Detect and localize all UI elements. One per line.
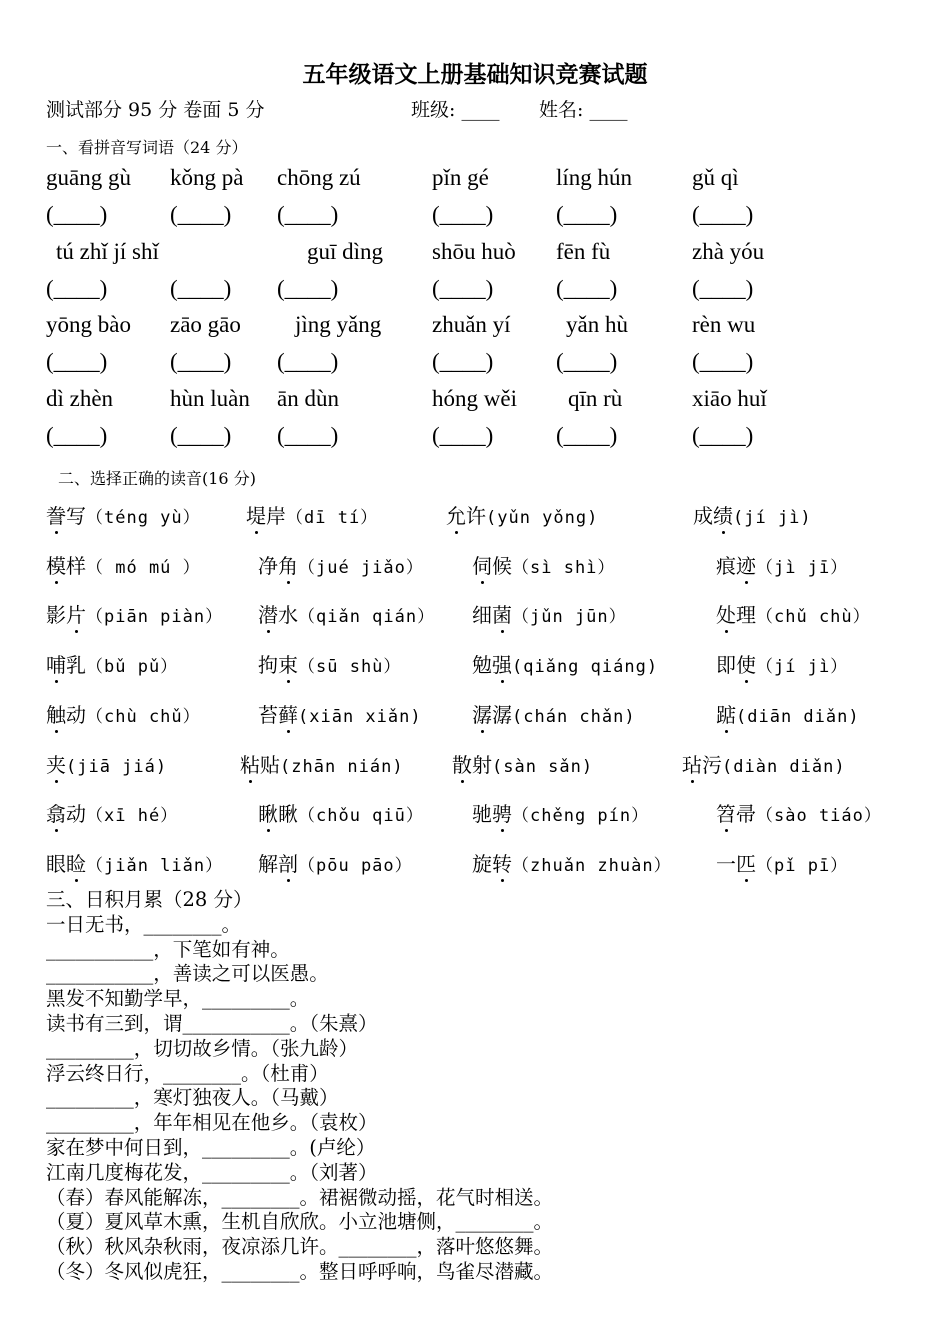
pinyin-options[interactable]: （ mó mú ） [86,557,201,578]
reading-item [716,848,848,877]
fill-in-line[interactable]: 一日无书，________。 [46,912,242,936]
pinyin-options[interactable]: (diàn diǎn) [722,756,846,777]
reading-item [46,749,167,778]
pinyin-options[interactable]: (chán chǎn) [512,706,636,727]
word-character: 旋 [472,851,492,876]
answer-blank[interactable]: (____) [46,275,108,301]
answer-blank[interactable]: (____) [692,202,754,227]
fill-in-line[interactable]: ___________，下笔如有神。 [46,937,290,961]
pinyin-options[interactable]: （chǔ chù） [756,607,871,628]
reading-item [716,649,848,678]
word-character: 苔 [258,702,278,727]
reading-item [472,649,658,678]
pinyin-options[interactable]: (xiān xiǎn) [298,706,422,727]
pinyin-options[interactable]: (qiǎng qiáng) [512,657,659,678]
section2-heading: 二、选择正确的读音(16 分) [58,469,256,488]
word-character: 写 [66,504,86,528]
answer-blank[interactable]: (____) [277,422,339,448]
reading-item [258,599,435,628]
pinyin-options[interactable]: （pǐ pī） [756,855,849,876]
reading-item [46,848,223,877]
word-character: 理 [736,603,756,628]
word-character: 样 [66,553,86,578]
pinyin-options[interactable]: (yǔn yǒng) [486,508,599,528]
reading-item [472,798,649,827]
dotted-character: 粘 [240,752,260,777]
pinyin-options[interactable]: （téng yù） [86,508,201,528]
word-character: 动 [66,802,86,827]
dotted-character: 堤 [246,504,266,528]
answer-blank[interactable]: (____) [432,275,494,301]
pinyin-options[interactable]: （chǒu qiū） [298,806,424,827]
answer-blank[interactable]: (____) [432,422,494,448]
fill-in-line[interactable]: 浮云终日行，________。（杜甫） [46,1061,329,1085]
pinyin-prompt: pǐn gé [432,165,489,190]
dotted-character: 骋 [492,802,512,827]
fill-in-line[interactable]: （冬）冬风似虎狂，________。整日呼呼响，鸟雀尽潜藏。 [46,1259,554,1283]
reading-item [472,848,672,877]
pinyin-prompt: zhà yóu [692,238,765,264]
page-title: 五年级语文上册基础知识竞赛试题 [302,62,648,88]
pinyin-prompt: hóng wěi [432,385,517,411]
pinyin-options[interactable]: (jí jì) [733,508,812,528]
dotted-character: 束 [278,653,298,678]
pinyin-prompt: gǔ qì [692,165,739,190]
section3 [46,888,553,1285]
pinyin-prompt: fēn fù [556,238,611,264]
reading-item [46,500,201,529]
dotted-character: 匹 [736,851,756,876]
pinyin-options[interactable]: (diān diǎn) [736,706,860,727]
dotted-character: 剖 [278,851,298,876]
word-character: 射 [472,752,492,777]
word-character: 即 [716,653,736,678]
answer-blank[interactable]: (____) [556,202,618,227]
word-character: 成 [693,504,713,528]
pinyin-options[interactable]: （jí jì） [756,657,849,678]
pinyin-options[interactable]: （jiǎn liǎn） [86,855,224,876]
dotted-character: 强 [492,653,512,678]
word-character: 贴 [260,752,280,777]
word-character: 眼 [46,851,66,876]
answer-blank[interactable]: (____) [170,422,232,448]
reading-item [472,599,627,628]
reading-item [240,749,404,778]
dotted-character: 模 [46,553,66,578]
answer-blank[interactable]: (____) [170,349,232,374]
word-character: 水 [278,603,298,628]
dotted-character: 笤 [716,802,736,827]
pinyin-prompt: guāng gù [46,165,131,190]
answer-blank[interactable]: (____) [432,202,494,227]
reading-item [452,749,593,778]
pinyin-prompt: yōng bào [46,312,131,337]
fill-in-line[interactable]: _________，切切故乡情。（张九龄） [46,1036,359,1060]
pinyin-options[interactable]: （jué jiǎo） [298,557,424,578]
section1-heading: 一、看拼音写词语（24 分） [46,138,248,157]
dotted-character: 转 [492,851,512,876]
pinyin-prompt: rèn wu [692,312,756,337]
word-character: 痕 [716,553,736,578]
pinyin-options[interactable]: （pōu pāo） [298,855,413,876]
section3-heading: 三、日积月累（28 分） [46,888,253,911]
pinyin-prompt: yǎn hù [566,312,628,337]
answer-blank[interactable]: (____) [692,422,754,448]
dotted-character: 誊 [46,504,66,528]
reading-item [472,550,615,579]
word-character: 瞅 [278,802,298,827]
pinyin-options[interactable]: (sàn sǎn) [492,756,594,777]
reading-item [258,798,424,827]
word-character: 乳 [66,653,86,678]
answer-blank[interactable]: (____) [556,422,618,448]
reading-item [716,599,871,628]
dotted-character: 伺 [472,553,492,578]
pinyin-prompt: dì zhèn [46,385,114,411]
pinyin-options[interactable]: （chěng pín） [512,806,650,827]
reading-item [46,699,201,728]
pinyin-prompt: chōng zú [277,165,361,190]
word-character: 许 [466,504,486,528]
pinyin-options[interactable]: （zhuǎn zhuàn） [512,855,672,876]
pinyin-options[interactable]: （jì jī） [756,557,849,578]
pinyin-prompt: guī dìng [307,238,384,264]
fill-in-line[interactable]: （春）春风能解冻，________。裙裾微动摇，花气时相送。 [46,1185,554,1209]
fill-in-line[interactable]: 读书有三到，谓___________。（朱熹） [46,1011,378,1035]
reading-item [258,848,413,877]
word-character: 污 [702,752,722,777]
pinyin-prompt: shōu huò [432,238,516,264]
word-character: 净 [258,553,278,578]
answer-blank[interactable]: (____) [46,202,108,227]
dotted-character: 睑 [66,851,86,876]
reading-item [46,649,178,678]
answer-blank[interactable]: (____) [46,422,108,448]
pinyin-prompt: qīn rù [568,385,623,411]
pinyin-prompt: xiāo huǐ [692,385,767,411]
reading-item [716,550,848,579]
dotted-character: 迹 [736,553,756,578]
pinyin-options[interactable]: （dī tí） [286,508,379,528]
dotted-character: 角 [278,553,298,578]
pinyin-options[interactable]: (jiā jiá) [66,756,168,777]
fill-in-line[interactable]: 江南几度梅花发，_________。（刘著） [46,1160,378,1184]
word-character: 一 [716,851,736,876]
word-character: 岸 [266,504,286,528]
dotted-character: 片 [66,603,86,628]
dotted-character: 使 [736,653,756,678]
pinyin-options[interactable]: （sào tiáo） [756,806,882,827]
dotted-character: 散 [452,752,472,777]
dotted-character: 翕 [46,802,66,827]
dotted-character: 允 [446,504,466,528]
pinyin-prompt: kǒng pà [170,165,244,190]
word-character: 潺 [492,702,512,727]
word-character: 解 [258,851,278,876]
word-character: 驰 [472,802,492,827]
dotted-character: 夹 [46,752,66,777]
reading-item [246,500,378,529]
fill-in-line[interactable]: 黑发不知勤学早，_________。 [46,987,310,1011]
answer-blank[interactable]: (____) [556,275,618,301]
dotted-character: 哺 [46,653,66,678]
answer-blank[interactable]: (____) [692,275,754,301]
pinyin-options[interactable]: （chù chǔ） [86,706,201,727]
class-field[interactable]: 班级: ____ [411,99,500,121]
answer-blank[interactable]: (____) [556,349,618,374]
pinyin-options[interactable]: （sì shì） [512,557,616,578]
fill-in-line[interactable]: （秋）秋风杂秋雨，夜凉添几许。________，落叶悠悠舞。 [46,1235,554,1259]
fill-in-line[interactable]: ___________，善读之可以医愚。 [46,962,329,986]
reading-item [258,550,424,579]
dotted-character: 潺 [472,702,492,727]
reading-item [472,699,636,728]
pinyin-prompt: líng hún [556,165,633,190]
answer-blank[interactable]: (____) [692,349,754,374]
word-character: 动 [66,702,86,727]
reading-item [446,500,598,529]
pinyin-prompt: ān dùn [277,385,339,411]
word-character: 候 [492,553,512,578]
answer-blank[interactable]: (____) [170,275,232,301]
dotted-character: 藓 [278,702,298,727]
score-info: 测试部分 95 分 卷面 5 分 [46,99,265,121]
dotted-character: 瞅 [258,802,278,827]
word-character: 帚 [736,802,756,827]
pinyin-prompt: tú zhǐ jí shǐ [56,238,159,264]
dotted-character: 玷 [682,752,702,777]
dotted-character: 绩 [713,504,733,528]
pinyin-options[interactable]: （jǔn jūn） [512,607,627,628]
pinyin-prompt: zāo gāo [170,312,241,337]
pinyin-prompt: jìng yǎng [295,312,382,337]
pinyin-options[interactable]: （qiǎn qián） [298,607,436,628]
pinyin-options[interactable]: (zhān nián) [280,756,404,777]
reading-item [46,550,201,579]
reading-item [716,798,882,827]
dotted-character: 潜 [258,603,278,628]
pinyin-options[interactable]: （bǔ pǔ） [86,657,179,678]
dotted-character: 处 [716,603,736,628]
reading-item [46,798,178,827]
fill-in-line[interactable]: （夏）夏风草木熏，生机自欣欣。小立池塘侧，________。 [46,1210,554,1234]
pinyin-options[interactable]: （sū shù） [298,657,402,678]
reading-item [716,699,860,728]
pinyin-prompt: hùn luàn [170,385,250,411]
reading-item [693,500,812,529]
pinyin-options[interactable]: （piān piàn） [86,607,224,628]
reading-item [46,599,223,628]
reading-item [682,749,846,778]
word-character: 勉 [472,653,492,678]
answer-blank[interactable]: (____) [46,349,108,374]
dotted-character: 触 [46,702,66,727]
dotted-character: 踮 [716,702,736,727]
reading-item [258,699,422,728]
answer-blank[interactable]: (____) [432,349,494,374]
pinyin-options[interactable]: （xī hé） [86,806,179,827]
word-character: 影 [46,603,66,628]
reading-item [258,649,401,678]
word-character: 细 [472,603,492,628]
name-field[interactable]: 姓名: ____ [539,99,628,121]
word-character: 拘 [258,653,278,678]
answer-blank[interactable]: (____) [277,349,339,374]
answer-blank[interactable]: (____) [170,202,232,227]
fill-in-line[interactable]: _________，寒灯独夜人。（马戴） [46,1086,339,1110]
fill-in-line[interactable]: _________，年年相见在他乡。（袁枚） [46,1111,378,1135]
dotted-character: 菌 [492,603,512,628]
answer-blank[interactable]: (____) [277,275,339,301]
answer-blank[interactable]: (____) [277,202,339,227]
pinyin-prompt: zhuǎn yí [432,312,511,337]
fill-in-line[interactable]: 家在梦中何日到，_________。(卢纶） [46,1135,376,1159]
